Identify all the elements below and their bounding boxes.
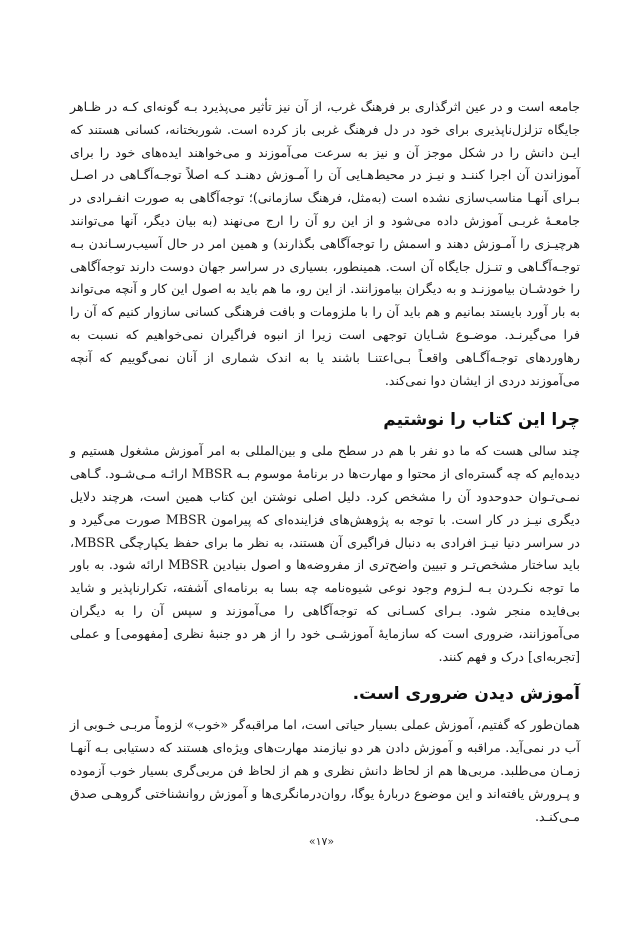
section-2-paragraph: همان‌طور که گفتیم، آموزش عملی بسیار حیاتی است، اما مراقبه‌گر «خوب» لزوماً مربـی خـوبی از آب در نمی‌آید. مراقبه و آموزش دادن هر دو نیازمند مهارت‌های ویژه‌ای هستند که دستیابی بـه آنهـا زمـان می‌طلبد. مربی‌ها هم از لحاظ دانش نظری و هم از لحاظ فن مربی‌گری بسیار خوب آزموده و پـرورش یافته‌اند و این موضوع دربارهٔ یوگا، روان‌درمانگری‌ها و آموزش روانشناختی گروهـی صدق مـی‌کنـد. [70, 717, 580, 824]
section-1-paragraph: چند سالی هست که ما دو نفر با هم در سطح ملی و بین‌المللی به امر آموزش مشغول هستیم و دیده‌ایم که چه گستره‌ای از محتوا و مهارت‌ها در برنامهٔ موسوم بـه MBSR ارائـه مـی‌شـود. گـاهی نمـی‌تـوان حدوحدود آن را مشخص کرد. دلیل اصلی نوشتن این کتاب همین است، هرچند دلایل دیگری نیـز در کار است. با توجه به پژوهش‌های فزاینده‌ای که پیرامون MBSR صورت می‌گیرد و در سراسر دنیا نیـز افرادی به دنبال فراگیری آن هستند، به نظر ما برای حفظ یکپارچگی MBSR، باید ساختار مشخص‌تـر و تبیین واضح‌تری از مفروضه‌ها و اصول بنیادین MBSR ارائه شود. به باور ما توجه نکـردن بـه لـزوم وجود نوعی شیوه‌نامه چه بسا به برنامه‌ای آشفته، تکرارناپذیر و شاید بی‌فایده منجر شود. بـرای کسـانی که توجه‌آگاهی را می‌آموزند و سپس آن را به دیگران می‌آموزانند، ضروری است که سازمایهٔ آموزشـی خود را از هر دو جنبهٔ نظری [مفهومی] و عملی [تجربه‌ای] درک و فهم کنند. [70, 443, 581, 664]
intro-paragraph: جامعه است و در عین اثرگذاری بر فرهنگ غرب، از آن نیز تأثیر می‌پذیرد بـه گونه‌ای کـه در ظـاهر جایگاه تزلزل‌ناپذیری برای خود در دل فرهنگ غربی باز کرده است. شوربختانه، کسانی هستند که ایـن دانش را در شکل موجز آن و نیز به سرعت می‌آموزند و می‌خواهند ایده‌های خود را برای آموزاندن آن اجرا کننـد و نیـز در محیط‌هـایی آن را آمـوزش دهنـد کـه اصلاً توجـه‌آگـاهی در اصـل بـرای آنهـا مناسب‌سازی نشده است (به‌مثل، فرهنگ سازمانی)؛ توجه‌آگاهی به صورت انفـرادی در جامعـهٔ غربـی آموزش داده می‌شود و از این رو آن را ارج می‌نهند (به بیان دیگر، آنها می‌توانند هرچیـزی را آمـوزش دهند و اسمش را توجه‌آگاهی بگذارند) و همین امر در حال آسیب‌رسـاندن بـه توجـه‌آگـاهی و تنـزل جایگاه آن است. همینطور، بسیاری در سراسر جهان دوست دارند توجه‌آگاهی را خودشـان بیاموزنـد و به دیگران بیاموزانند. از این رو، ما هم باید به اصول این کار و آنچه می‌تواند به بار آورد بایستد بمانیم و هم باید آن را با ملزومات و بافت فرهنگی کسانی سازوار کنیم که آن را فرا می‌گیرنـد. موضـوع شـایان توجهی است زیرا از انبوه فراگیران نمی‌خواهیم که نسبت به رهاوردهای توجـه‌آگـاهی واقعـاً بـی‌اعتنـا باشند یا به اندک شماری از آنان نمی‌گوییم که آنچه می‌آموزند دردی از ایشان دوا نمی‌کند. [70, 99, 580, 388]
section-heading-why-we-wrote: چرا این کتاب را نوشتیم [383, 410, 580, 431]
section-heading-training-necessary: آموزش دیدن ضروری است. [352, 684, 580, 705]
document-body [70, 96, 580, 828]
page-number: «۱۷» [308, 835, 335, 848]
